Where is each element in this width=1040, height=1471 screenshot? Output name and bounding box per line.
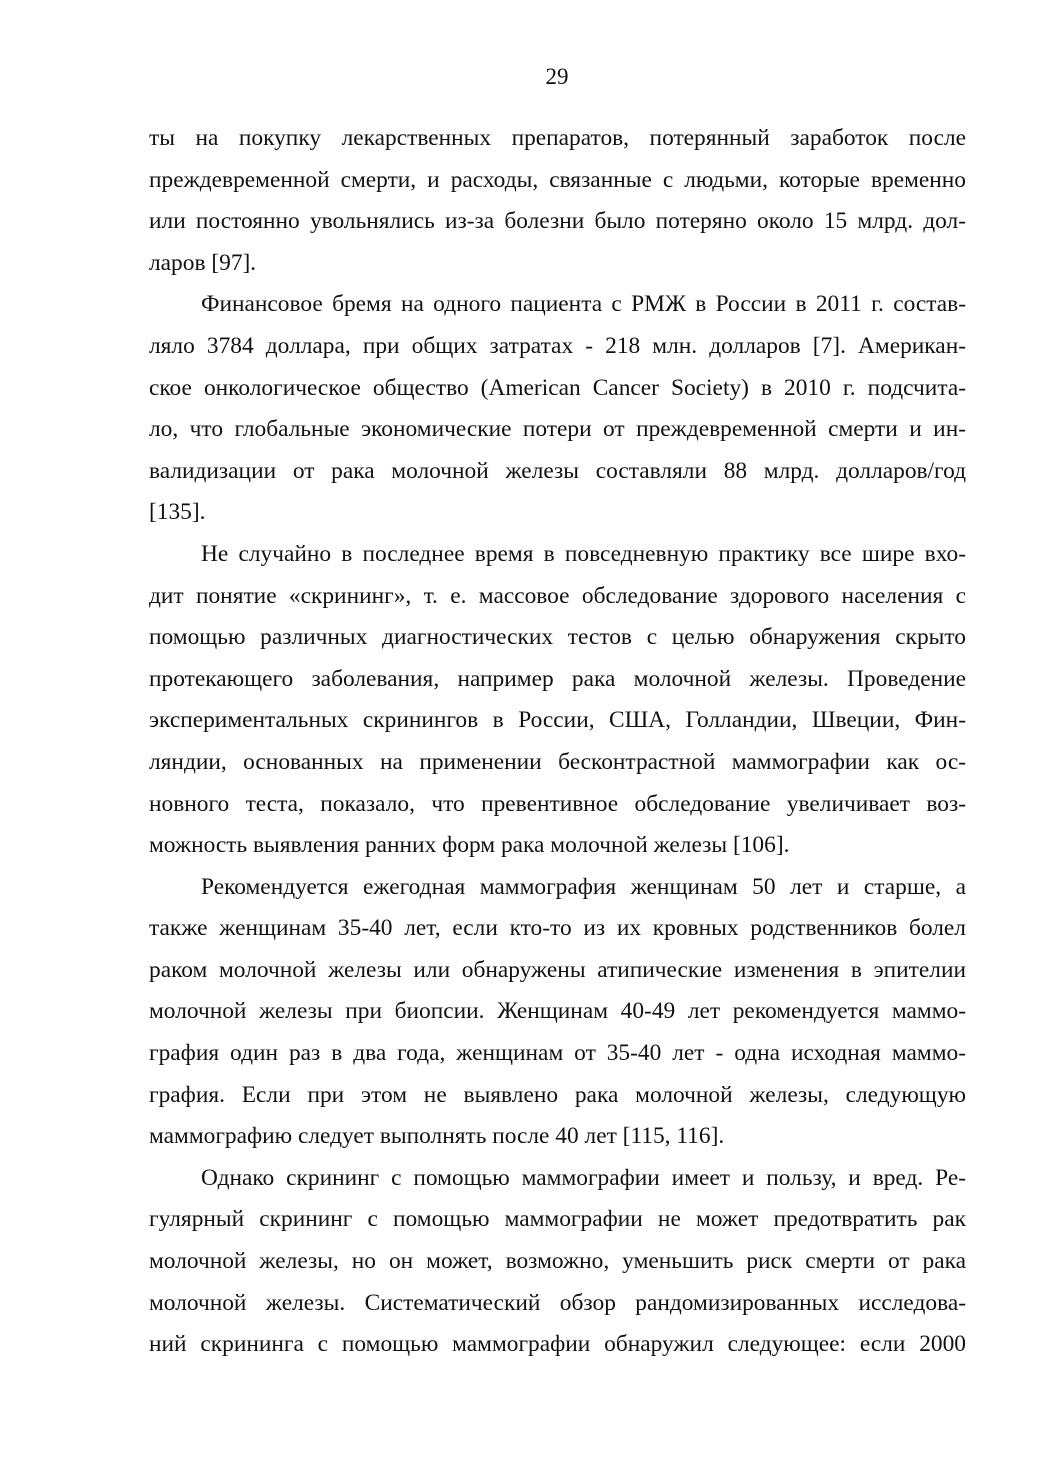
text-line: или постоянно увольнялись из-за болезни было потеряно около 15 млрд. дол- bbox=[149, 208, 966, 235]
text-line: новного теста, показало, что превентивное обследование увеличивает воз- bbox=[149, 790, 966, 817]
paragraph bbox=[149, 118, 966, 284]
paragraph bbox=[149, 534, 966, 867]
text-line: экспериментальных скринингов в России, США, Голландии, Швеции, Фин- bbox=[149, 707, 966, 734]
text-line: ляло 3784 доллара, при общих затратах - 218 млн. долларов [7]. Американ- bbox=[149, 332, 966, 359]
text-line: молочной железы, но он может, возможно, уменьшить риск смерти от рака bbox=[149, 1248, 966, 1275]
text-line: Однако скрининг с помощью маммографии имеет и пользу, и вред. Ре- bbox=[201, 1164, 966, 1191]
page-body bbox=[149, 118, 966, 1366]
text-line: валидизации от рака молочной железы составляли 88 млрд. долларов/год bbox=[149, 457, 966, 484]
text-line: молочной железы при биопсии. Женщинам 40-49 лет рекомендуется маммо- bbox=[149, 998, 966, 1025]
text-line: дит понятие «скрининг», т. е. массовое обследование здорового населения с bbox=[149, 582, 966, 609]
text-line: преждевременной смерти, и расходы, связанные с людьми, которые временно bbox=[149, 166, 966, 193]
text-line: Не случайно в последнее время в повседневную практику все шире вхо- bbox=[201, 540, 966, 567]
text-line: графия один раз в два года, женщинам от 35-40 лет - одна исходная маммо- bbox=[149, 1040, 966, 1067]
text-line: ты на покупку лекарственных препаратов, потерянный заработок после bbox=[149, 125, 966, 151]
text-line: Рекомендуется ежегодная маммография женщинам 50 лет и старше, а bbox=[201, 873, 966, 900]
text-line: гулярный скрининг с помощью маммографии не может предотвратить рак bbox=[149, 1206, 966, 1233]
text-line: маммографию следует выполнять после 40 лет [115, 116]. bbox=[149, 1123, 725, 1150]
text-line: Финансовое бремя на одного пациента с РМЖ в России в 2011 г. состав- bbox=[201, 291, 966, 318]
text-line: ское онкологическое общество (American Cancer Society) в 2010 г. подсчита- bbox=[149, 374, 966, 401]
text-line: графия. Если при этом не выявлено рака молочной железы, следующую bbox=[149, 1081, 966, 1108]
text-line: молочной железы. Систематический обзор рандомизированных исследова- bbox=[149, 1289, 966, 1316]
page-number: 29 bbox=[545, 64, 569, 89]
text-line: ло, что глобальные экономические потери от преждевременной смерти и ин- bbox=[149, 416, 966, 443]
text-line: также женщинам 35-40 лет, если кто-то из их кровных родственников болел bbox=[149, 915, 966, 942]
text-line: раком молочной железы или обнаружены атипические изменения в эпителии bbox=[149, 956, 966, 983]
text-line: ляндии, основанных на применении бесконтрастной маммографии как ос- bbox=[149, 748, 966, 775]
text-line: помощью различных диагностических тестов с целью обнаружения скрыто bbox=[149, 624, 966, 651]
paragraph bbox=[149, 867, 966, 1158]
paragraph bbox=[149, 1158, 966, 1366]
text-line: [135]. bbox=[149, 499, 206, 526]
text-line: ларов [97]. bbox=[149, 249, 257, 276]
text-line: протекающего заболевания, например рака молочной железы. Проведение bbox=[149, 665, 966, 692]
text-line: ний скрининга с помощью маммографии обнаружил следующее: если 2000 bbox=[149, 1331, 966, 1358]
text-line: можность выявления ранних форм рака молочной железы [106]. bbox=[149, 832, 790, 859]
paragraph bbox=[149, 284, 966, 534]
